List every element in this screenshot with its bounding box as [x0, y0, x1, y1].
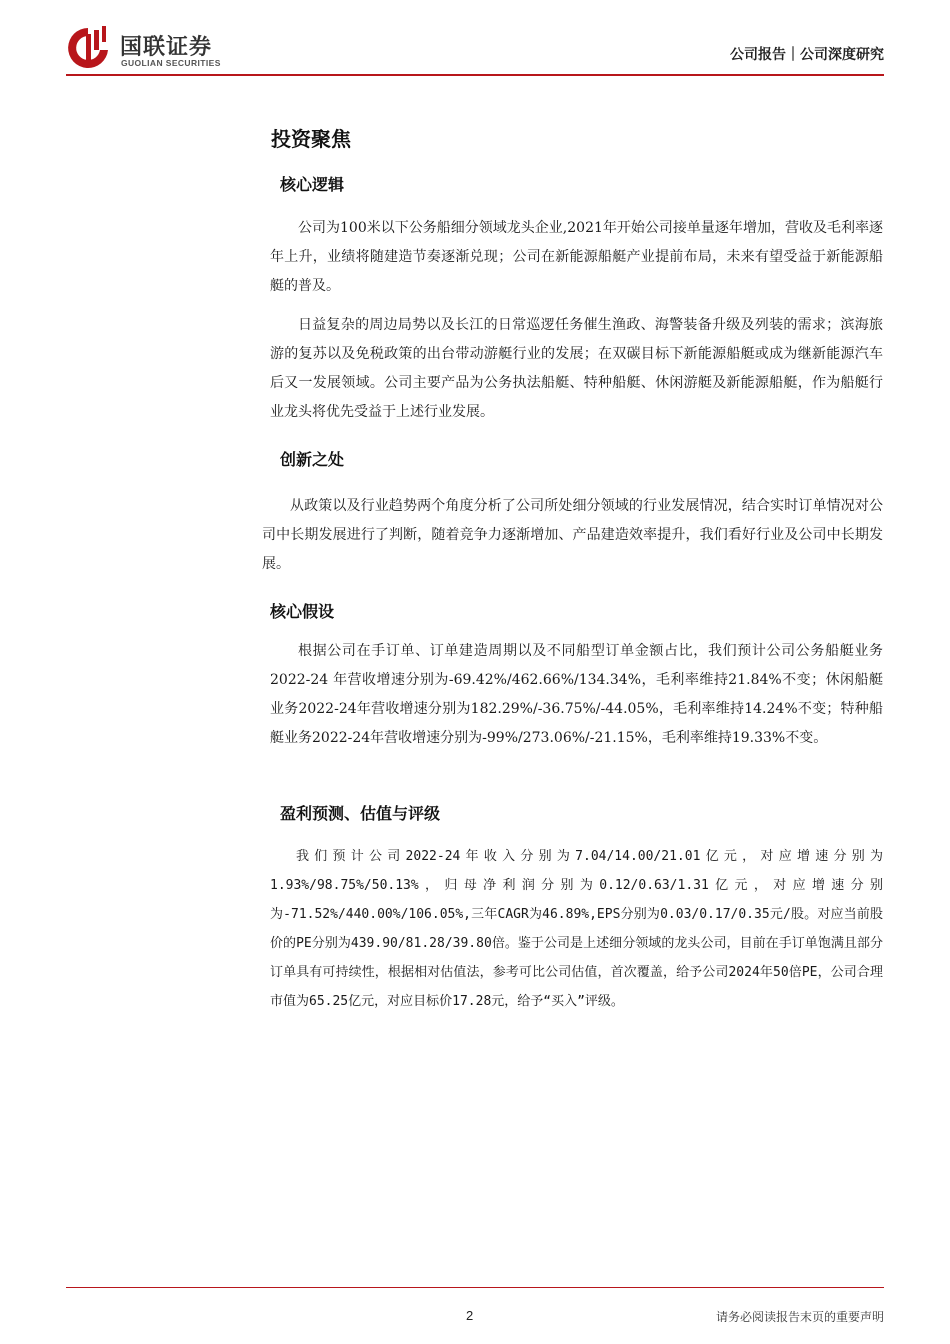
section-heading-forecast: 盈利预测、估值与评级 — [280, 804, 441, 823]
section-heading-core-logic: 核心逻辑 — [280, 175, 345, 194]
logo-chinese-text: 国联证券 — [120, 35, 213, 60]
company-logo — [66, 26, 246, 74]
page-title: 投资聚焦 — [271, 127, 351, 151]
disclaimer-note: 请务必阅读报告末页的重要声明 — [715, 1310, 884, 1324]
paragraph-assumptions: 根据公司在手订单、订单建造周期以及不同船型订单金额占比，我们预计公司公务船艇业务 2022-24 年营收增速分别为-69.42%/462.66%/134.34%，毛利率维持21.84%不变；休闲船艇业务2022-24年营收增速分别为182.29%/-36.75%/-44.05%，毛利率维持14.24%不变；特种船艇业务2022-24年营收增速分别为-99%/273.06%/-21.15%，毛利率维持19.33%不变。 — [270, 643, 883, 746]
page-number: 2 — [466, 1308, 474, 1323]
header-divider — [66, 74, 884, 76]
paragraph-innovation: 从政策以及行业趋势两个角度分析了公司所处细分领域的行业发展情况，结合实时订单情况对公司中长期发展进行了判断，随着竞争力逐渐增加、产品建造效率提升，我们看好行业及公司中长期发展。 — [262, 498, 883, 572]
report-type-label: 公司报告｜公司深度研究 — [730, 47, 884, 63]
page-header — [66, 22, 884, 74]
section-heading-innovation: 创新之处 — [280, 450, 345, 469]
footer-divider — [66, 1287, 884, 1288]
guolian-logo-icon — [66, 26, 110, 70]
paragraph-forecast: 我们预计公司2022-24年收入分别为7.04/14.00/21.01亿元，对应增速分别为1.93%/98.75%/50.13%，归母净利润分别为0.12/0.63/1.31亿元，对应增速分别为-71.52%/440.00%/106.05%,三年CAGR为46.89%,EPS分别为0.03/0.17/0.35元/股。对应当前股价的PE分别为439.90/81.28/39.80倍。鉴于公司是上述细分领域的龙头公司，目前在手订单饱满且部分订单具有可持续性，根据相对估值法，参考可比公司估值，首次覆盖，给予公司2024年50倍PE，公司合理市值为65.25亿元，对应目标价17.28元，给予“买入”评级。 — [270, 849, 883, 1009]
section-heading-assumptions: 核心假设 — [270, 602, 335, 621]
logo-english-text: GUOLIAN SECURITIES — [121, 58, 221, 68]
paragraph-core-logic-1: 公司为100米以下公务船细分领域龙头企业,2021年开始公司接单量逐年增加，营收及毛利率逐年上升，业绩将随建造节奏逐渐兑现；公司在新能源船艇产业提前布局，未来有望受益于新能源船艇的普及。 — [270, 220, 883, 294]
paragraph-core-logic-2: 日益复杂的周边局势以及长江的日常巡逻任务催生渔政、海警装备升级及列装的需求；滨海旅游的复苏以及免税政策的出台带动游艇行业的发展；在双碳目标下新能源船艇或成为继新能源汽车后又一发展领域。公司主要产品为公务执法船艇、特种船艇、休闲游艇及新能源船艇，作为船艇行业龙头将优先受益于上述行业发展。 — [270, 317, 883, 420]
